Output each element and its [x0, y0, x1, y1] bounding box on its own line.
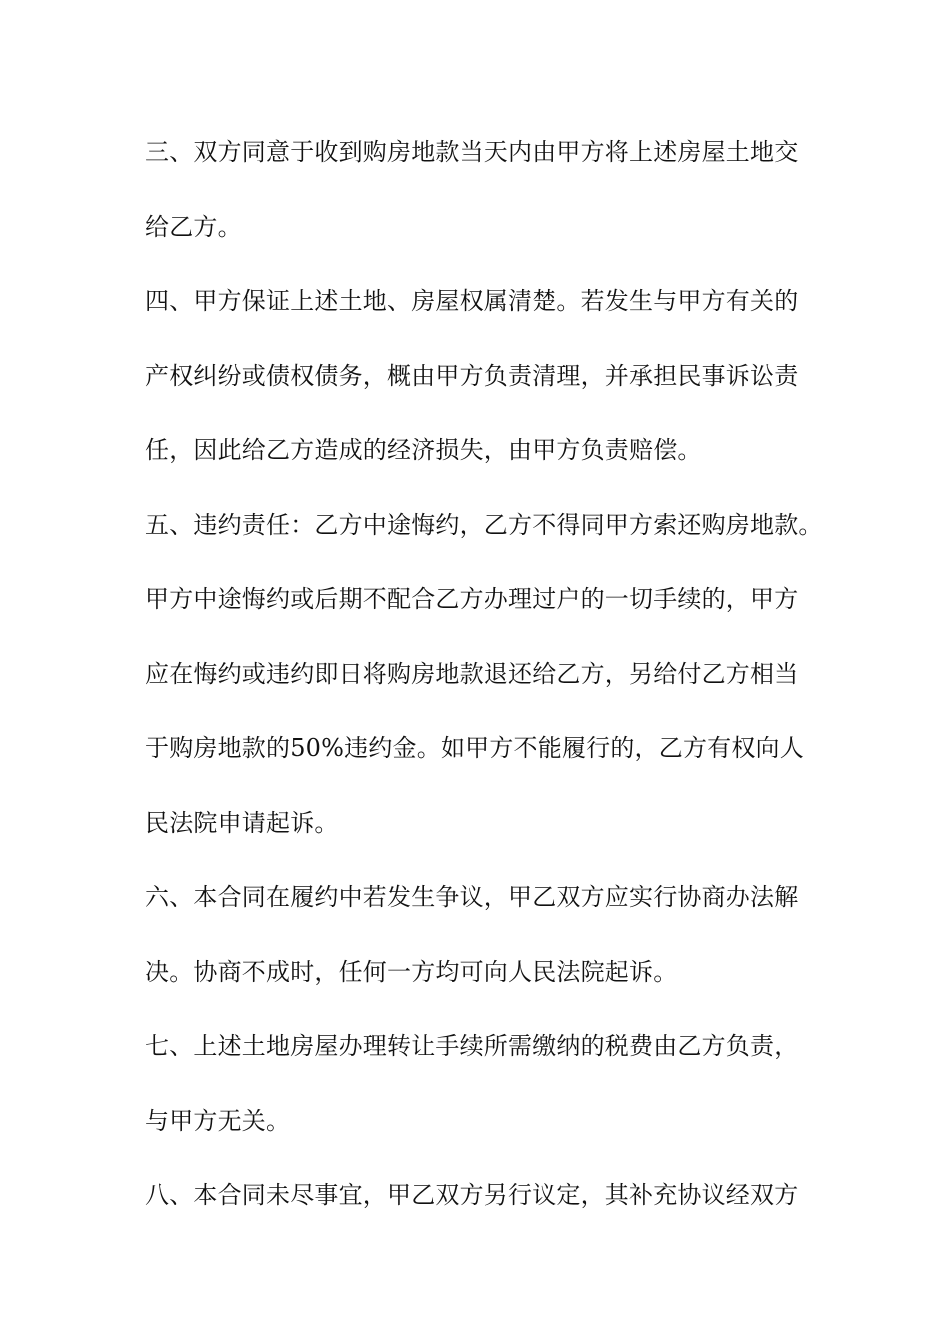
text-line: 与甲方无关。: [145, 1106, 291, 1135]
text-line: 于购房地款的50%违约金。如甲方不能履行的，乙方有权向人: [145, 734, 804, 762]
text-line: 五、违约责任：乙方中途悔约，乙方不得同甲方索还购房地款。: [145, 510, 823, 539]
text-line: 应在悔约或违约即日将购房地款退还给乙方，另给付乙方相当: [145, 659, 799, 688]
text-line: 给乙方。: [145, 212, 242, 241]
text-line: 甲方中途悔约或后期不配合乙方办理过户的一切手续的，甲方: [145, 585, 799, 613]
text-line: 七、上述土地房屋办理转让手续所需缴纳的税费由乙方负责，: [145, 1032, 799, 1060]
text-line: 民法院申请起诉。: [145, 808, 339, 837]
text-line: 四、甲方保证上述土地、房屋权属清楚。若发生与甲方有关的: [145, 287, 799, 315]
text-line: 六、本合同在履约中若发生争议，甲乙双方应实行协商办法解: [145, 883, 799, 911]
text-line: 产权纠纷或债权债务，概由甲方负责清理，并承担民事诉讼责: [145, 361, 799, 390]
text-line: 任，因此给乙方造成的经济损失，由甲方负责赔偿。: [145, 436, 702, 464]
text-line: 三、双方同意于收到购房地款当天内由甲方将上述房屋土地交: [145, 138, 799, 166]
text-line: 决。协商不成时，任何一方均可向人民法院起诉。: [145, 957, 678, 986]
contract-body: [145, 131, 845, 1249]
text-line: 八、本合同未尽事宜，甲乙双方另行议定，其补充协议经双方: [145, 1181, 799, 1209]
